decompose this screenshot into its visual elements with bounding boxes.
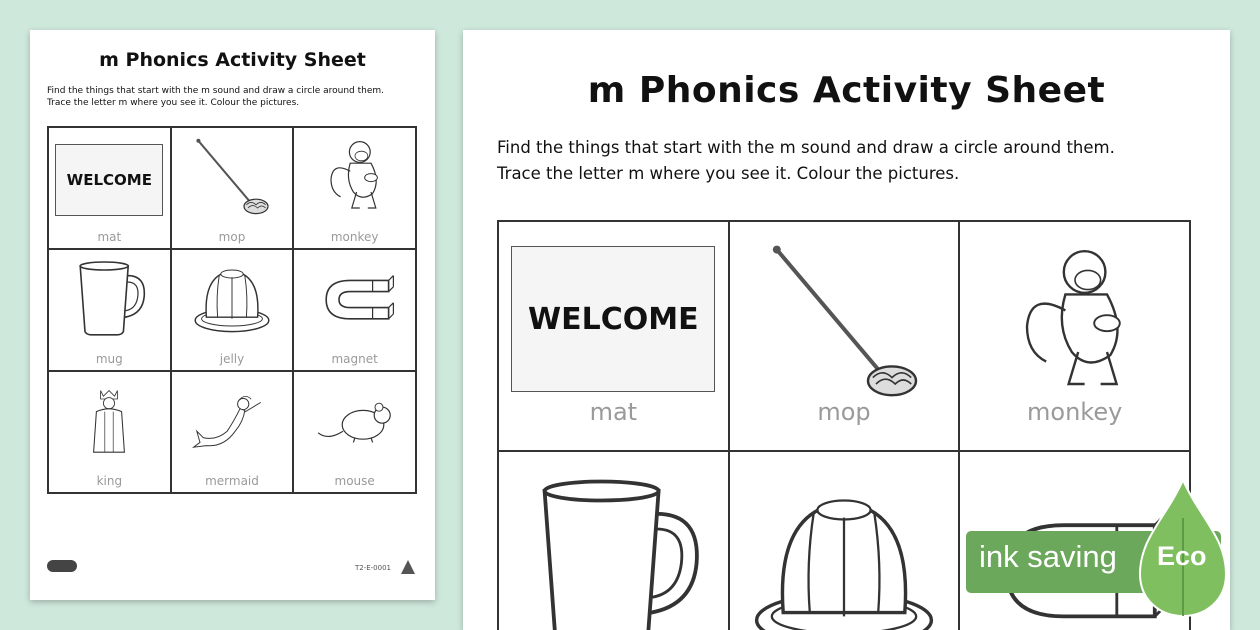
- welcome-mat-picture: WELCOME: [511, 246, 715, 392]
- grid-cell-jelly: [729, 451, 960, 630]
- monkey-picture: [315, 136, 395, 216]
- mug-picture: [518, 472, 708, 630]
- grid-cell-magnet: [293, 249, 416, 371]
- grid-cell-mermaid: [171, 371, 294, 493]
- word-label: monkey: [1027, 398, 1123, 426]
- king-picture: [74, 380, 144, 460]
- word-label: mop: [817, 398, 871, 426]
- grid-cell-king: [48, 371, 171, 493]
- instructions-line-1: Find the things that start with the m sound and draw a circle around them.: [47, 86, 385, 96]
- mouse-picture: [310, 380, 400, 460]
- sheet-preview-small: [30, 30, 435, 600]
- word-label: mat: [97, 230, 122, 244]
- eco-label: Eco: [1157, 541, 1207, 571]
- word-label: jelly: [219, 352, 245, 366]
- sheet-title: m Phonics Activity Sheet: [99, 49, 366, 71]
- footer-mark-icon: [401, 560, 415, 574]
- magnet-picture: [310, 258, 400, 338]
- word-label: mermaid: [205, 474, 259, 488]
- mermaid-picture: [184, 380, 280, 460]
- grid-cell-mat: [498, 221, 729, 451]
- mug-picture: [69, 258, 149, 338]
- instructions-line-1: Find the things that start with the m sound and draw a circle around them.: [497, 138, 1115, 157]
- grid-cell-mug: [48, 249, 171, 371]
- sheet-instructions: [497, 135, 1217, 187]
- word-label: mat: [589, 398, 638, 426]
- instructions-line-2: Trace the letter m where you see it. Colour the pictures.: [497, 164, 960, 183]
- grid-cell-jelly: [171, 249, 294, 371]
- sheet-instructions: [47, 85, 427, 109]
- mop-picture: [187, 136, 277, 216]
- mop-picture: [749, 240, 939, 400]
- jelly-picture: [189, 258, 275, 338]
- welcome-mat-picture: WELCOME: [55, 144, 163, 216]
- grid-cell-mat: [48, 127, 171, 249]
- word-label: mug: [95, 352, 123, 366]
- picture-grid: [47, 126, 417, 494]
- word-label: mop: [218, 230, 246, 244]
- word-label: monkey: [330, 230, 379, 244]
- jelly-picture: [744, 472, 944, 630]
- word-label: king: [96, 474, 123, 488]
- grid-cell-monkey: [293, 127, 416, 249]
- resource-code: T2-E-0001: [354, 564, 391, 572]
- sheet-title: m Phonics Activity Sheet: [587, 70, 1106, 111]
- word-label: magnet: [331, 352, 378, 366]
- grid-cell-mug: [498, 451, 729, 630]
- grid-cell-monkey: [959, 221, 1190, 451]
- publisher-logo: [47, 560, 77, 572]
- word-label: mouse: [334, 474, 375, 488]
- grid-cell-mop: [729, 221, 960, 451]
- grid-cell-mop: [171, 127, 294, 249]
- instructions-line-2: Trace the letter m where you see it. Colour the pictures.: [47, 98, 300, 108]
- monkey-picture: [995, 240, 1155, 400]
- grid-cell-mouse: [293, 371, 416, 493]
- ink-saving-label: ink saving: [979, 539, 1117, 574]
